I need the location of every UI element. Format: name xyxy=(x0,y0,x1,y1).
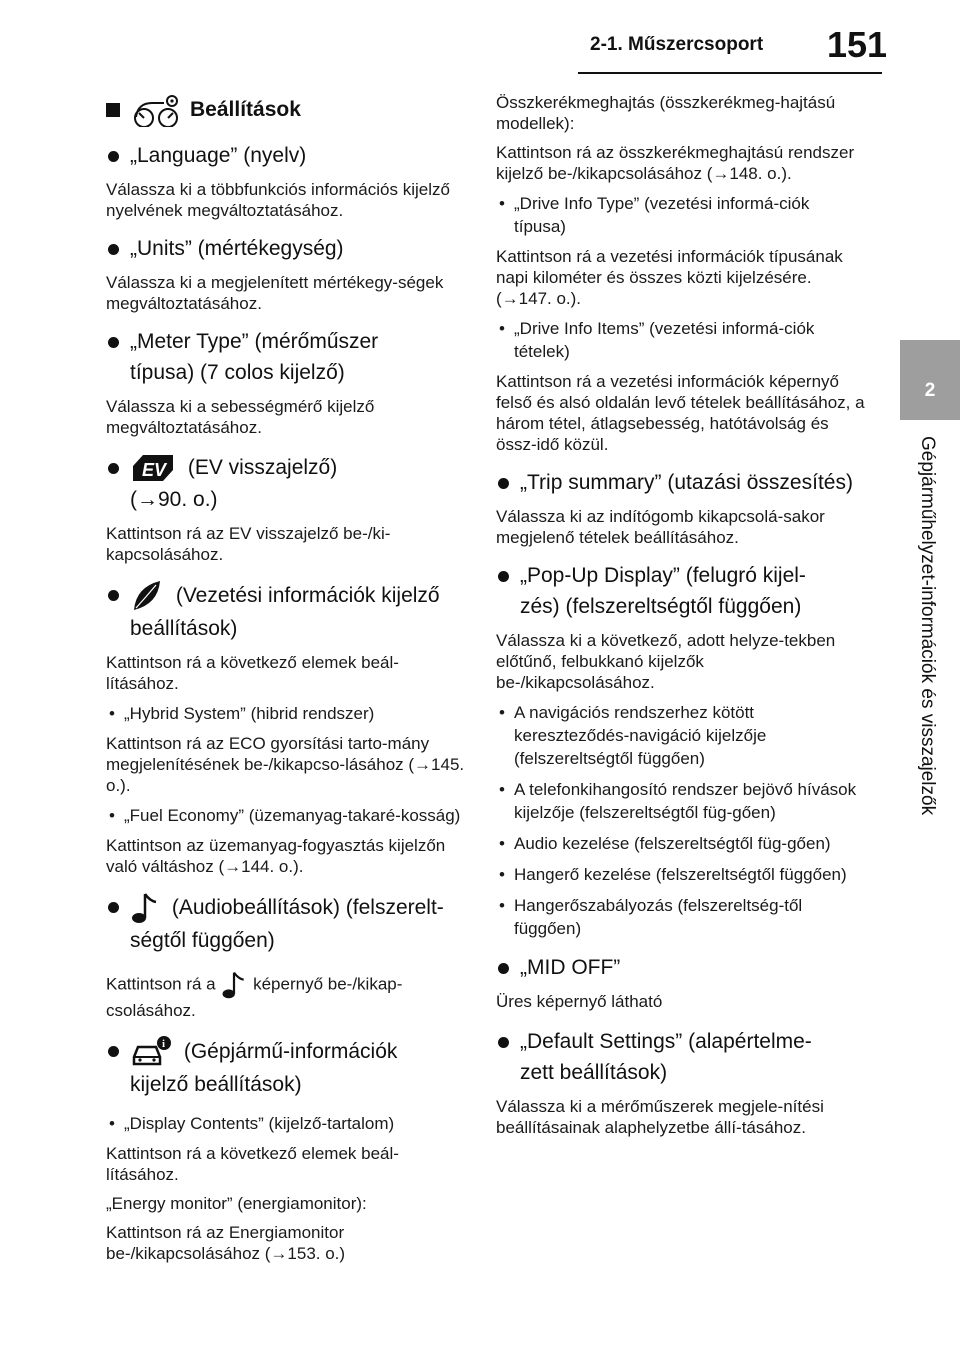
bullet: • xyxy=(109,1114,115,1134)
display-contents-item xyxy=(106,1112,466,1135)
popup-display-heading-line1: „Pop-Up Display” (felugró kijel- xyxy=(520,564,806,587)
fuel-economy-text: „Fuel Economy” (üzemanyag-takaré-kosság) xyxy=(124,806,461,826)
meter-type-heading-line1: „Meter Type” (mérőműszer xyxy=(130,330,379,353)
bullet-dot xyxy=(108,244,119,255)
vehicle-info-heading xyxy=(106,1035,466,1100)
volume-regulation-item xyxy=(496,894,866,940)
drive-info-items-item xyxy=(496,317,866,363)
mid-off-desc: Üres képernyő látható xyxy=(496,992,663,1011)
awd-desc: Kattintson rá az összkerékmeghajtású rendszer kijelző be-/kikapcsolásához (→148. o.). xyxy=(496,143,855,183)
popup-display-heading-line2: zés) (felszereltségtől függően) xyxy=(520,595,802,618)
ev-heading-text: (EV visszajelző) xyxy=(187,456,338,479)
right-column xyxy=(496,92,866,1146)
bullet: • xyxy=(499,865,505,884)
drive-info-items-desc: Kattintson rá a vezetési információk képernyő felső és alsó oldalán levő tételek beállításához, a három tétel, átlagsebesség, hatótávolság és össz-idő közül. xyxy=(496,372,865,454)
header-rule xyxy=(578,72,882,74)
hybrid-system-item xyxy=(106,702,466,725)
svg-text:i: i xyxy=(162,1038,166,1051)
ev-heading xyxy=(106,452,466,515)
awd-label: Összkerékmeghajtás (összkerékmeg-hajtású modellek): xyxy=(496,93,836,133)
audio-settings-text xyxy=(106,970,466,1021)
popup-display-heading xyxy=(496,560,866,622)
ev-text: Kattintson rá az EV visszajelző be-/ki-kapcsolásához. xyxy=(106,524,391,565)
mid-off-heading-text: „MID OFF” xyxy=(520,956,621,979)
default-settings-heading-line2: zett beállítások) xyxy=(520,1061,668,1084)
default-settings-heading-line1: „Default Settings” (alapértelme- xyxy=(520,1030,812,1053)
drive-info-text: Kattintson rá a következő elemek beál-lításához. xyxy=(106,653,399,694)
drive-info-icon xyxy=(130,579,164,613)
bullet-dot xyxy=(498,1037,509,1048)
vehicle-info-heading-text: (Gépjármű-információk xyxy=(183,1040,398,1063)
phone-item xyxy=(496,778,866,824)
display-contents-desc: Kattintson rá a következő elemek beál-lításához. xyxy=(106,1144,399,1185)
bullet-dot xyxy=(498,478,509,489)
units-heading xyxy=(106,233,466,264)
volume-control-text: Hangerő kezelése (felszereltségtől függően) xyxy=(514,865,847,884)
fuel-economy-desc: Kattintson az üzemanyag-fogyasztás kijelzőn való váltáshoz (→144. o.). xyxy=(106,836,446,877)
bullet-dot xyxy=(108,337,119,348)
settings-heading xyxy=(106,92,466,128)
navigation-item xyxy=(496,701,866,770)
drive-info-items-text: „Drive Info Items” (vezetési informá-ciók tételek) xyxy=(514,319,815,361)
default-settings-desc: Válassza ki a mérőműszerek megjele-nítési beállításainak alaphelyzetbe állí-tásához. xyxy=(496,1097,824,1137)
music-note-icon xyxy=(130,891,160,925)
chapter-title-wrap xyxy=(898,436,958,892)
default-settings-heading xyxy=(496,1026,866,1088)
page-number: 151 xyxy=(827,24,888,65)
bullet: • xyxy=(499,896,505,915)
bullet: • xyxy=(499,703,505,722)
energy-monitor-desc: Kattintson rá az Energiamonitor be-/kikapcsolásához (→153. o.) xyxy=(106,1223,346,1264)
chapter-number: 2 xyxy=(924,380,936,401)
language-text: Válassza ki a többfunkciós információs kijelző nyelvének megváltoztatásához. xyxy=(106,180,450,220)
bullet: • xyxy=(109,704,115,724)
audio-settings-heading-line2: ségtől függően) xyxy=(130,929,275,953)
phone-text: A telefonkihangosító rendszer bejövő hívások kijelzője (felszereltségtől füg-gően) xyxy=(514,780,857,822)
audio-settings-heading xyxy=(106,891,466,956)
bullet-dot xyxy=(108,1046,119,1057)
bullet: • xyxy=(499,194,505,213)
left-column xyxy=(106,92,466,1272)
meter-type-text: Válassza ki a sebességmérő kijelző megváltoztatásához. xyxy=(106,397,375,437)
display-contents-text: „Display Contents” (kijelző-tartalom) xyxy=(124,1114,395,1134)
mid-off-heading xyxy=(496,952,866,983)
drive-info-type-item xyxy=(496,192,866,238)
audio-control-text: Audio kezelése (felszereltségtől füg-gően) xyxy=(514,834,831,853)
bullet: • xyxy=(109,806,115,826)
bullet: • xyxy=(499,834,505,853)
vehicle-info-icon xyxy=(130,1035,172,1069)
ev-heading-line2: (→90. o.) xyxy=(130,488,218,512)
bullet-dot xyxy=(108,463,119,474)
volume-regulation-text: Hangerőszabályozás (felszereltség-től függően) xyxy=(514,896,803,938)
language-heading-text: „Language” (nyelv) xyxy=(130,144,307,167)
chapter-tab xyxy=(900,340,960,420)
drive-info-heading xyxy=(106,579,466,644)
bullet-dot xyxy=(108,590,119,601)
bullet: • xyxy=(499,319,505,338)
svg-text:EV: EV xyxy=(142,460,167,481)
vehicle-info-heading-line2: kijelző beállítások) xyxy=(130,1073,302,1097)
audio-text-before: Kattintson rá a xyxy=(106,974,216,994)
drive-info-heading-line2: beállítások) xyxy=(130,617,238,641)
audio-text-after: képernyő be-/kikap-csolásához. xyxy=(106,974,403,1021)
units-text: Válassza ki a megjelenített mértékegy-ségek megváltoztatásához. xyxy=(106,273,444,313)
section-title: 2-1. Műszercsoport xyxy=(590,34,764,55)
popup-display-desc: Válassza ki a következő, adott helyze-tekben előtűnő, felbukkanó kijelzők be-/kikapcsolásához. xyxy=(496,631,836,692)
trip-summary-heading xyxy=(496,467,866,498)
language-heading xyxy=(106,140,466,171)
drive-info-type-desc: Kattintson rá a vezetési információk típusának napi kilométer és összes közti kijelzésére. (→147. o.). xyxy=(496,247,843,308)
fuel-economy-item xyxy=(106,804,466,827)
meter-type-heading-line2: típusa) (7 colos kijelző) xyxy=(130,361,345,384)
square-bullet xyxy=(106,103,120,117)
audio-control-item xyxy=(496,832,866,855)
chapter-title: Gépjárműhelyzet-információk és visszajelzők xyxy=(917,436,938,816)
drive-info-type-text: „Drive Info Type” (vezetési informá-ciók típusa) xyxy=(514,194,810,236)
meter-type-heading xyxy=(106,326,466,388)
audio-settings-heading-text: (Audiobeállítások) (felszerelt- xyxy=(171,896,444,919)
trip-summary-desc: Válassza ki az indítógomb kikapcsolá-sakor megjelenő tételek beállításához. xyxy=(496,507,825,547)
meter-settings-icon xyxy=(130,93,182,127)
drive-info-heading-text: (Vezetési információk kijelző xyxy=(175,584,440,607)
bullet-dot xyxy=(108,151,119,162)
navigation-text: A navigációs rendszerhez kötött kereszteződés-navigáció kijelzője (felszereltségtől függően) xyxy=(514,703,767,768)
bullet: • xyxy=(499,780,505,799)
bullet-dot xyxy=(108,902,119,913)
music-note-icon xyxy=(220,970,248,1000)
hybrid-system-desc: Kattintson rá az ECO gyorsítási tarto-mány megjelenítésének be-/kikapcso-lásához (→145. o.). xyxy=(106,734,465,796)
trip-summary-heading-text: „Trip summary” (utazási összesítés) xyxy=(520,471,853,494)
settings-heading-text: Beállítások xyxy=(190,98,301,121)
units-heading-text: „Units” (mértékegység) xyxy=(130,237,344,260)
ev-indicator-icon xyxy=(130,452,176,484)
volume-control-item xyxy=(496,863,866,886)
bullet-dot xyxy=(498,571,509,582)
energy-monitor-label: „Energy monitor” (energiamonitor): xyxy=(106,1194,367,1214)
bullet-dot xyxy=(498,963,509,974)
hybrid-system-text: „Hybrid System” (hibrid rendszer) xyxy=(124,704,375,724)
